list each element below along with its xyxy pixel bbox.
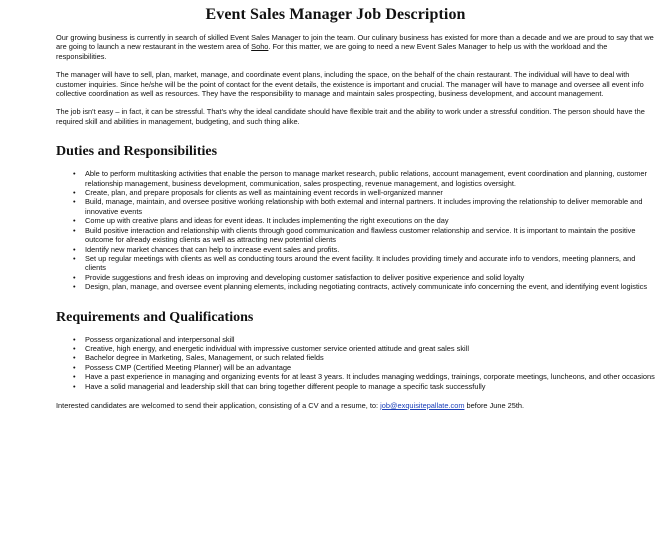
requirements-heading: Requirements and Qualifications [56,309,254,325]
list-item: • Possess organizational and interpersonal skill [85,335,655,344]
application-note-after: before June 25th. [464,400,525,410]
requirements-list [56,335,655,391]
list-item: • Set up regular meetings with clients as well as conducting tours around the event facility. It includes providing timely and accurate info to vendors, meeting planners, and clients [85,254,655,273]
intro-1-underlined: Soho [251,42,269,52]
intro-paragraph-2: The manager will have to sell, plan, market, manage, and coordinate event plans, including the space, on the behalf of the chain restaurant. The individual will have to deal with customer inquiries. Since he/she will be the point of contact for the event details, the existence is important and crucial. The manager will have to manage and oversee all event info collective coordination as well as resources. They have the responsibility to manage and maintain sales prospecting, business development, and account management. [56,70,644,99]
document-title: Event Sales Manager Job Description [205,6,466,23]
list-item: • Build positive interaction and relationship with clients through good communication and flawless customer relationship and service. It is important to maintain the positive outcome for already existing clients as well as attracting new potential clients [85,226,655,245]
list-item: • Come up with creative plans and ideas for event ideas. It includes implementing the right executions on the day [85,216,655,225]
list-item: • Provide suggestions and fresh ideas on improving and developing customer satisfaction to deliver positive experience and solid loyalty [85,273,655,282]
list-item: • Have a solid managerial and leadership skill that can bring together different people to manage a specific task successfully [85,382,655,391]
list-item: • Bachelor degree in Marketing, Sales, Management, or such related fields [85,353,655,362]
list-item: • Identify new market chances that can help to increase event sales and profits. [85,245,655,254]
list-item: • Possess CMP (Certified Meeting Planner) will be an advantage [85,363,655,372]
list-item: • Design, plan, manage, and oversee event planning elements, including negotiating contracts, actively communicate info concerning the event, and identifying event logistics [85,282,655,291]
list-item: • Have a past experience in managing and organizing events for at least 3 years. It includes managing weddings, trainings, corporate meetings, luncheons, and other occasions [85,372,655,381]
intro-1-after: . For this matter, we are going to need a new Event Sales Manager to help us with the workload and the responsibilities. [56,42,608,61]
list-item: • Able to perform multitasking activities that enable the person to manage market research, public relations, account management, event coordination and planning, customer relationship management, business development, communication, sales prospecting, revenue management, and logistics oversight. [85,169,655,188]
duties-list [56,169,655,291]
intro-paragraph-1 [56,33,655,61]
application-note-before: Interested candidates are welcomed to send their application, consisting of a CV and a resume, to: [56,400,381,410]
list-item: • Build, manage, maintain, and oversee positive working relationship with both external and internal partners. It includes improving the relationship to deliver memorable and innovative events [85,197,655,216]
email-link[interactable]: job@exquisitepallate.com [380,400,465,410]
duties-heading: Duties and Responsibilities [56,144,218,160]
application-note [56,401,655,410]
list-item: • Create, plan, and prepare proposals for clients as well as maintaining event records in well-organized manner [85,188,655,197]
intro-1-before: Our growing business is currently in search of skilled Event Sales Manager to join the team. Our culinary business has existed for more than a decade and we are proud to say that we are going to launch a new restaurant in the western area of [56,33,654,52]
list-item: • Creative, high energy, and energetic individual with impressive customer service oriented attitude and great sales skill [85,344,655,353]
intro-paragraph-3: The job isn't easy – in fact, it can be stressful. That's why the ideal candidate should have flexible trait and the ability to work under a stressful condition. The person should have the required skill and abilities in management, budgeting, and such thing alike. [56,107,645,126]
